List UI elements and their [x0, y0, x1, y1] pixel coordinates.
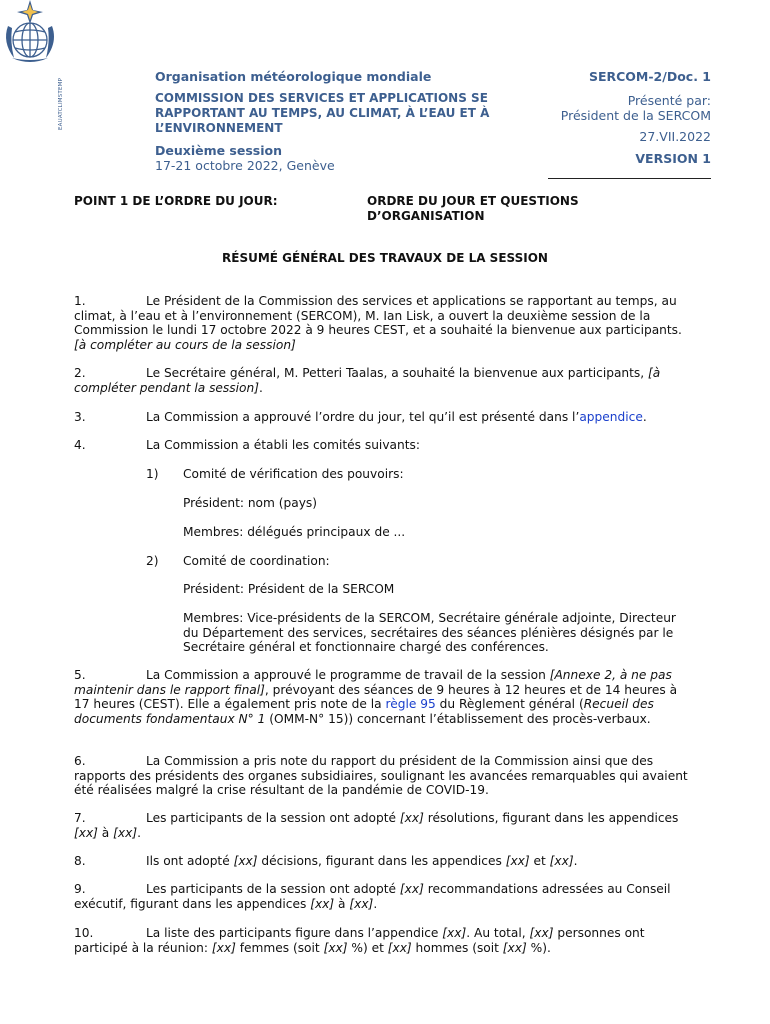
paragraph-text: La Commission a établi les comités suivants: — [146, 438, 420, 452]
paragraph-number: 9. — [74, 882, 86, 896]
committee-2-title: Comité de coordination: — [183, 554, 330, 568]
placeholder: [xx] — [323, 940, 348, 955]
paragraph-text: du Règlement général ( — [435, 697, 584, 712]
section-heading: RÉSUMÉ GÉNÉRAL DES TRAVAUX DE LA SESSION — [222, 251, 548, 265]
paragraph-text: femmes (soit — [235, 940, 324, 955]
paragraph-text: . — [573, 854, 578, 868]
paragraph-note: Recueil des documents fondamentaux N° 1 — [74, 697, 654, 727]
paragraph-text: . — [258, 380, 263, 395]
session-dates: 17-21 octobre 2022, Genève — [155, 158, 335, 173]
placeholder: [xx] — [211, 940, 236, 955]
paragraph-3 — [74, 410, 694, 425]
appendix-link[interactable]: appendice — [579, 410, 643, 424]
paragraph-number: 3. — [74, 410, 86, 424]
placeholder: [xx] — [502, 940, 527, 955]
paragraph-text: à — [97, 825, 114, 840]
committee-1-number: 1) — [146, 467, 159, 481]
paragraph-note: [à compléter pendant la session] — [74, 366, 661, 395]
paragraph-text: %) et — [347, 940, 388, 955]
placeholder: [xx] — [505, 854, 530, 868]
paragraph-text: La Commission a pris note du rapport du président de la Commission ainsi que des rapports des présidents des organes subsidiaires, soulignant les avancées remarquables qui avaient été réalisées malgré la crise résultant de la pandémie de COVID-19. — [74, 754, 688, 798]
document-date: 27.VII.2022 — [639, 129, 711, 144]
committee-1-members: Membres: délégués principaux de ... — [183, 525, 406, 539]
document-version: VERSION 1 — [635, 151, 711, 166]
paragraph-text: Les participants de la session ont adopté — [146, 811, 400, 825]
placeholder: [xx] — [113, 825, 138, 840]
placeholder: [xx] — [74, 825, 98, 840]
paragraph-5 — [74, 668, 694, 727]
paragraph-number: 7. — [74, 811, 86, 825]
placeholder: [xx] — [529, 926, 554, 940]
paragraph-text: personnes ont participé à la réunion: — [74, 926, 645, 955]
placeholder: [xx] — [349, 896, 374, 911]
paragraph-text: . — [137, 825, 141, 840]
paragraph-4 — [74, 438, 694, 453]
presented-by: Président de la SERCOM — [560, 108, 711, 123]
paragraph-text: décisions, figurant dans les appendices — [257, 854, 506, 868]
wmo-logo — [0, 0, 56, 66]
paragraph-1 — [74, 294, 694, 353]
paragraph-number: 1. — [74, 294, 86, 308]
rule-95-link[interactable]: règle 95 — [385, 697, 436, 712]
paragraph-number: 8. — [74, 854, 86, 868]
agenda-point: POINT 1 DE L’ORDRE DU JOUR: — [74, 194, 278, 208]
paragraph-6 — [74, 754, 694, 798]
committee-2-number: 2) — [146, 554, 159, 568]
paragraph-text: , prévoyant des séances de 9 heures à 12 heures et de 14 heures à 17 heures (CEST). Elle a également pris note de la — [74, 682, 678, 712]
placeholder: [xx] — [310, 896, 335, 911]
paragraph-text: et — [529, 854, 550, 868]
session-title: Deuxième session — [155, 143, 283, 158]
committee-2-members: Membres: Vice-présidents de la SERCOM, Secrétaire générale adjointe, Directeur du Département des services, secrétaires des séances plénières désignés par le Secrétaire général et fonctionnaire chargé des conférences. — [183, 611, 676, 655]
placeholder: [xx] — [549, 854, 574, 868]
placeholder: [xx] — [442, 926, 467, 940]
paragraph-text: Le Secrétaire général, M. Petteri Taalas, a souhaité la bienvenue aux participants, — [146, 366, 649, 380]
paragraph-note: [Annexe 2, à ne pas maintenir dans le rapport final] — [74, 668, 672, 697]
paragraph-number: 2. — [74, 366, 86, 380]
paragraph-text: La liste des participants figure dans l’appendice — [146, 926, 443, 940]
paragraph-7 — [74, 811, 694, 840]
paragraph-text: recommandations adressées au Conseil exécutif, figurant dans les appendices — [74, 882, 671, 911]
paragraph-text: . — [373, 896, 378, 911]
side-code: EAUATCLIMSTEMP — [58, 77, 64, 130]
committee-2-president: Président: Président de la SERCOM — [183, 582, 395, 596]
header-divider — [548, 178, 711, 179]
paragraph-text: Les participants de la session ont adopté — [146, 882, 400, 896]
committee-1-president: Président: nom (pays) — [183, 496, 318, 510]
placeholder: [xx] — [399, 882, 424, 896]
paragraph-text: à — [334, 896, 350, 911]
paragraph-text: Le Président de la Commission des services et applications se rapportant au temps, au climat, à l’eau et à l’environnement (SERCOM), M. Ian Lisk, a ouvert la deuxième session de la Commission le lundi 17 octobre 2022 à 9 heures CEST, et a souhaité la bienvenue aux participants. — [74, 294, 682, 338]
paragraph-text: La Commission a approuvé l’ordre du jour, tel qu’il est présenté dans l’ — [146, 410, 580, 424]
paragraph-text: . Au total, — [466, 926, 530, 940]
organization-name: Organisation météorologique mondiale — [155, 69, 432, 84]
paragraph-number: 10. — [74, 926, 94, 940]
agenda-title: ORDRE DU JOUR ET QUESTIONS D’ORGANISATION — [367, 194, 579, 223]
placeholder: [xx] — [387, 940, 412, 955]
paragraph-text: %). — [526, 940, 551, 955]
paragraph-text: résolutions, figurant dans les appendices — [423, 811, 679, 825]
paragraph-number: 4. — [74, 438, 86, 452]
paragraph-number: 5. — [74, 668, 86, 682]
paragraph-text: Ils ont adopté — [146, 854, 234, 868]
presented-by-label: Présenté par: — [627, 93, 711, 108]
paragraph-text: . — [642, 410, 647, 424]
paragraph-8 — [74, 854, 694, 869]
paragraph-text: hommes (soit — [411, 940, 503, 955]
commission-name: COMMISSION DES SERVICES ET APPLICATIONS SE RAPPORTANT AU TEMPS, AU CLIMAT, À L’EAU ET À L’ENVIRONNEMENT — [155, 91, 490, 135]
placeholder: [xx] — [399, 811, 424, 825]
paragraph-text: (OMM-N° 15)) concernant l’établissement des procès-verbaux. — [265, 712, 651, 727]
placeholder: [xx] — [233, 854, 258, 868]
committee-1-title: Comité de vérification des pouvoirs: — [183, 467, 404, 481]
paragraph-note: [à compléter au cours de la session] — [74, 338, 296, 353]
paragraph-10 — [74, 926, 694, 955]
paragraph-text: La Commission a approuvé le programme de travail de la session — [146, 668, 550, 682]
document-id: SERCOM-2/Doc. 1 — [588, 69, 711, 84]
paragraph-number: 6. — [74, 754, 86, 768]
paragraph-9 — [74, 882, 694, 911]
paragraph-2 — [74, 366, 694, 395]
